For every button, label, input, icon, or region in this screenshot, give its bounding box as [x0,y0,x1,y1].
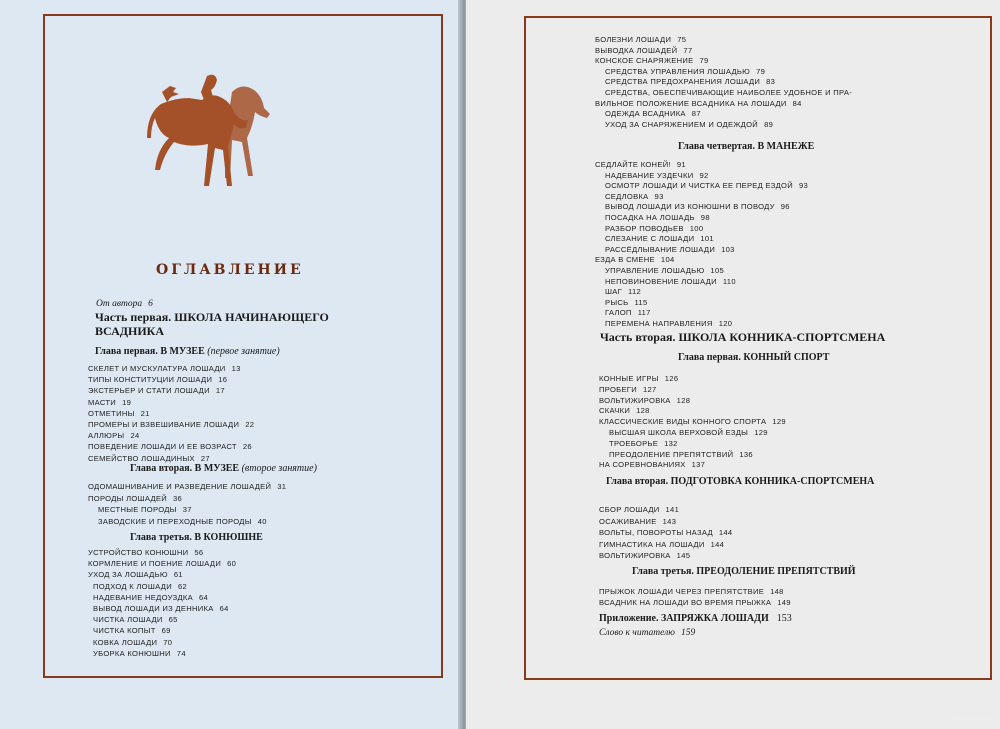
entry-title: РАССЁДЛЫВАНИЕ ЛОШАДИ [605,244,716,254]
chapter-heading: Глава вторая. ПОДГОТОВКА КОННИКА-СПОРТСМЕНА [606,476,875,487]
entry-page: 6 [148,299,153,309]
chapter-title: Глава первая. В МУЗЕЕ [95,346,205,357]
entry-page: 149 [777,598,791,607]
entry-page: 22 [245,420,255,429]
entry-title: РЫСЬ [605,297,629,307]
entry-title: УХОД ЗА ЛОШАДЬЮ [88,570,168,580]
entry-title: НАДЕВАНИЕ НЕДОУЗДКА [93,592,194,602]
entry-title: УСТРОЙСТВО КОНЮШНИ [88,548,189,557]
entry-title: ВЫВОД ЛОШАДИ ИЗ ДЕННИКА [93,604,214,613]
chapter-note: (первое занятие) [207,346,280,357]
entry-page: 144 [710,539,725,549]
entry-page: 159 [680,628,696,638]
entry-page: 79 [699,56,709,66]
entry-page: 69 [161,626,171,636]
entry-page: 93 [799,181,809,191]
entry-page: 100 [689,223,704,233]
entry-page: 127 [642,384,657,394]
entry-title: КОННЫЕ ИГРЫ [599,374,659,383]
entry-title: СЕДЛАЙТЕ КОНЕЙ! [595,160,671,169]
entry-title: СРЕДСТВА УПРАВЛЕНИЯ ЛОШАДЬЮ [605,66,751,76]
toc-entry[interactable] [93,604,229,613]
entry-title: ВЫВОДКА ЛОШАДЕЙ [595,45,678,55]
entry-title: НАДЕВАНИЕ УЗДЕЧКИ [605,170,694,180]
entry-title: ЭКСТЕРЬЕР И СТАТИ ЛОШАДИ [88,386,210,396]
entry-page: 112 [628,287,642,297]
toc-entry[interactable] [599,517,676,526]
entry-page: 96 [780,202,790,212]
toc-entry[interactable] [599,598,791,607]
entry-title: СБОР ЛОШАДИ [599,505,660,514]
entry-title: УБОРКА КОНЮШНИ [93,648,171,658]
entry-title: ПОДХОД К ЛОШАДИ [93,581,172,591]
entry-title: КОРМЛЕНИЕ И ПОЕНИЕ ЛОШАДИ [88,559,222,569]
entry-page: 19 [122,397,132,407]
toc-entry[interactable] [605,181,808,190]
toc-entry[interactable] [599,374,678,383]
toc-entry[interactable] [605,171,709,180]
part1-title-line1: Часть первая. ШКОЛА НАЧИНАЮЩЕГО [95,310,329,324]
entry-page: 141 [665,505,680,514]
entry-title: СКЕЛЕТ И МУСКУЛАТУРА ЛОШАДИ [88,364,226,373]
left-page [0,0,462,729]
toc-entry[interactable] [88,570,183,579]
entry-page: 104 [660,255,675,265]
entry-title: СРЕДСТВА, ОБЕСПЕЧИВАЮЩИЕ НАИБОЛЕЕ УДОБНОЕ И ПРА- [605,88,853,97]
toc-entry[interactable] [88,398,131,407]
chapter-heading: Глава третья. ПРЕОДОЛЕНИЕ ПРЕПЯТСТВИЙ [632,566,856,577]
entry-title: СКАЧКИ [599,406,631,416]
toc-entry[interactable] [605,67,765,76]
entry-title: ВОЛЬТИЖИРОВКА [599,551,671,560]
entry-page: 79 [756,66,766,76]
entry-title: СЕМЕЙСТВО ЛОШАДИНЫХ [88,453,195,463]
entry-title: УПРАВЛЕНИЕ ЛОШАДЬЮ [605,266,705,275]
entry-page: 87 [691,109,701,119]
closing-entry[interactable] [599,628,695,638]
toc-entry[interactable] [93,626,171,635]
entry-page: 145 [676,551,691,560]
entry-page: 13 [231,364,241,373]
toc-entry[interactable] [88,409,150,418]
toc-entry[interactable] [599,540,724,549]
entry-page: 120 [718,319,733,328]
toc-entry[interactable] [88,364,241,373]
toc-entry[interactable] [595,99,802,108]
entry-title: ЧИСТКА ЛОШАДИ [93,615,163,625]
entry-page: 148 [770,587,784,596]
entry-title: КОВКА ЛОШАДИ [93,637,158,647]
entry-title: УХОД ЗА СНАРЯЖЕНИЕМ И ОДЕЖДОЙ [605,119,759,129]
entry-title: ПОВЕДЕНИЕ ЛОШАДИ И ЕЕ ВОЗРАСТ [88,442,237,452]
entry-page: 129 [754,428,768,437]
entry-title: ОСАЖИВАНИЕ [599,516,657,526]
toc-entry[interactable] [93,582,187,591]
entry-page: 143 [662,516,677,526]
toc-entry[interactable] [88,386,225,395]
toc-entry[interactable] [88,454,210,463]
entry-title: ВЫСШАЯ ШКОЛА ВЕРХОВОЙ ЕЗДЫ [609,428,749,437]
toc-entry[interactable] [88,420,254,429]
entry-title: ПРЕОДОЛЕНИЕ ПРЕПЯТСТВИЙ [609,449,734,459]
watermark: www.ay.by [949,713,992,723]
toc-entry[interactable] [605,77,775,86]
entry-page: 24 [130,431,140,441]
right-toc [466,0,1000,729]
entry-title: МЕСТНЫЕ ПОРОДЫ [98,505,177,514]
toc-entry[interactable] [605,202,790,211]
toc-entry[interactable] [98,505,192,514]
entry-page: 144 [718,528,733,537]
entry-page: 91 [676,160,686,169]
entry-page: 110 [722,276,736,286]
right-page [466,0,1000,729]
toc-entry[interactable] [599,417,786,426]
toc-entry[interactable] [599,406,650,415]
toc-entry[interactable] [88,375,227,384]
chapter-heading: Глава третья. В КОНЮШНЕ [130,532,263,543]
toc-entry[interactable] [599,385,657,394]
entry-title: БОЛЕЗНИ ЛОШАДИ [595,35,672,44]
toc-entry[interactable] [98,517,267,526]
toc-entry[interactable] [605,224,703,233]
entry-title: ОДОМАШНИВАНИЕ И РАЗВЕДЕНИЕ ЛОШАДЕЙ [88,482,272,491]
toc-entry[interactable] [605,120,773,129]
chapter-heading: Глава первая. КОННЫЙ СПОРТ [678,352,830,363]
toc-entry[interactable] [88,482,286,491]
entry-title: КЛАССИЧЕСКИЕ ВИДЫ КОННОГО СПОРТА [599,417,767,427]
toc-entry[interactable] [609,439,678,448]
toc-entry[interactable] [605,287,641,296]
toc-entry[interactable] [605,213,710,222]
toc-entry[interactable] [93,615,178,624]
toc-entry[interactable] [595,255,675,264]
entry-title: ПОСАДКА НА ЛОШАДЬ [605,213,695,222]
toc-entry[interactable] [88,442,252,451]
entry-title: От автора [96,299,143,309]
chapter-title: Глава вторая. В МУЗЕЕ [130,463,240,474]
toc-entry[interactable] [605,109,701,118]
entry-page: 74 [176,648,186,658]
entry-title: ОДЕЖДА ВСАДНИКА [605,109,686,119]
entry-page: 77 [683,45,693,55]
toc-entry[interactable] [609,428,768,437]
entry-page: 60 [227,559,237,569]
entry-page: 115 [634,297,648,307]
entry-title: ПРЫЖОК ЛОШАДИ ЧЕРЕЗ ПРЕПЯТСТВИЕ [599,587,765,596]
toc-title: ОГЛАВЛЕНИЕ [156,262,304,278]
toc-entry[interactable] [88,494,182,503]
toc-entry[interactable] [599,460,705,469]
entry-title: ПРОМЕРЫ И ВЗВЕШИВАНИЕ ЛОШАДИ [88,420,240,429]
chapter-heading [95,346,280,357]
toc-entry[interactable] [93,638,172,647]
entry-page: 136 [739,449,753,459]
entry-page: 98 [700,213,710,222]
entry-title: НА СОРЕВНОВАНИЯХ [599,460,686,470]
toc-entry[interactable] [599,528,732,537]
left-toc [0,0,462,729]
entry-title: ПОРОДЫ ЛОШАДЕЙ [88,493,168,503]
toc-entry[interactable] [88,559,236,568]
entry-title: РАЗБОР ПОВОДЬЕВ [605,223,684,233]
entry-page: 56 [194,548,204,557]
entry-page: 101 [700,234,714,244]
entry-page: 21 [140,408,150,418]
toc-entry[interactable] [605,319,732,328]
entry-page: 62 [177,581,187,591]
entry-page: 16 [218,375,228,385]
entry-title: КОНСКОЕ СНАРЯЖЕНИЕ [595,56,694,66]
entry-page: 128 [676,395,691,405]
entry-title: СЛЕЗАНИЕ С ЛОШАДИ [605,234,695,244]
toc-entry[interactable] [595,46,692,55]
entry-title: НЕПОВИНОВЕНИЕ ЛОШАДИ [605,276,717,286]
entry-page: 137 [691,460,706,470]
entry-page: 126 [664,374,679,383]
entry-page: 36 [173,493,183,503]
entry-title: ОСМОТР ЛОШАДИ И ЧИСТКА ЕЕ ПЕРЕД ЕЗДОЙ [605,181,794,191]
entry-title: МАСТИ [88,397,117,407]
entry-title: ВИЛЬНОЕ ПОЛОЖЕНИЕ ВСАДНИКА НА ЛОШАДИ [595,98,787,108]
toc-entry[interactable] [599,396,690,405]
toc-entry[interactable] [605,298,647,307]
toc-entry[interactable] [599,551,690,560]
toc-entry[interactable] [599,505,679,514]
entry-title: АЛЛЮРЫ [88,431,125,441]
entry-page: 37 [182,505,192,514]
chapter-note: (второе занятие) [241,463,317,474]
entry-title: ЕЗДА В СМЕНЕ [595,255,655,265]
entry-page: 27 [200,453,210,463]
entry-page: 117 [637,308,651,318]
entry-page: 65 [168,615,178,625]
entry-title: ОТМЕТИНЫ [88,408,135,418]
entry-page: 89 [764,119,774,129]
entry-page: 128 [636,406,650,416]
entry-title: ТРОЕБОРЬЕ [609,438,659,448]
toc-entry[interactable] [88,431,140,440]
entry-page: 105 [710,266,724,275]
entry-title: ГИМНАСТИКА НА ЛОШАДИ [599,539,705,549]
entry-page: 129 [772,417,786,427]
toc-entry[interactable] [605,88,852,97]
entry-page: 31 [277,482,287,491]
entry-page: 64 [219,604,229,613]
entry-title: ШАГ [605,287,623,297]
entry-page: 83 [766,77,776,87]
entry-title: ВОЛЬТЫ, ПОВОРОТЫ НАЗАД [599,528,713,537]
toc-entry[interactable] [605,245,735,254]
entry-title: ГАЛОП [605,308,632,318]
entry-page: 92 [699,170,709,180]
entry-title: ВСАДНИК НА ЛОШАДИ ВО ВРЕМЯ ПРЫЖКА [599,598,772,607]
entry-title: ВОЛЬТИЖИРОВКА [599,395,671,405]
entry-title: ПЕРЕМЕНА НАПРАВЛЕНИЯ [605,319,713,328]
entry-page: 103 [721,244,735,254]
entry-title: ПРОБЕГИ [599,384,637,394]
entry-title: ТИПЫ КОНСТИТУЦИИ ЛОШАДИ [88,375,213,385]
entry-title: Приложение. ЗАПРЯЖКА ЛОШАДИ [599,613,769,624]
entry-page: 64 [199,592,209,602]
entry-page: 26 [242,442,252,452]
entry-page: 132 [664,438,678,448]
toc-entry[interactable] [605,192,664,201]
toc-entry[interactable] [93,593,208,602]
entry-title: Слово к читателю [599,628,675,638]
toc-entry[interactable] [595,56,709,65]
toc-entry[interactable] [609,450,753,459]
chapter-heading [130,463,317,474]
entry-page: 84 [792,98,802,108]
entry-page: 93 [654,191,664,201]
entry-page: 153 [776,613,792,624]
toc-entry[interactable] [605,266,724,275]
toc-author-entry[interactable] [96,299,153,309]
toc-entry[interactable] [93,649,186,658]
toc-entry[interactable] [605,234,714,243]
entry-title: СЕДЛОВКА [605,191,649,201]
entry-title: СРЕДСТВА ПРЕДОХРАНЕНИЯ ЛОШАДИ [605,77,761,87]
entry-title: ЧИСТКА КОПЫТ [93,626,156,636]
toc-entry[interactable] [605,277,736,286]
toc-entry[interactable] [595,35,686,44]
part2-title: Часть вторая. ШКОЛА КОННИКА-СПОРТСМЕНА [600,330,886,344]
toc-entry[interactable] [88,548,203,557]
entry-page: 40 [257,516,267,526]
appendix-entry[interactable] [599,613,792,624]
entry-title: ВЫВОД ЛОШАДИ ИЗ КОНЮШНИ В ПОВОДУ [605,202,775,212]
toc-entry[interactable] [599,587,784,596]
entry-page: 75 [677,35,687,44]
entry-page: 17 [215,386,225,396]
toc-entry[interactable] [595,160,686,169]
part1-title-line2: ВСАДНИКА [95,324,165,338]
toc-entry[interactable] [605,308,651,317]
chapter-heading: Глава четвертая. В МАНЕЖЕ [678,141,815,152]
entry-page: 61 [173,570,183,580]
entry-page: 70 [163,637,173,647]
entry-title: ЗАВОДСКИЕ И ПЕРЕХОДНЫЕ ПОРОДЫ [98,516,252,526]
